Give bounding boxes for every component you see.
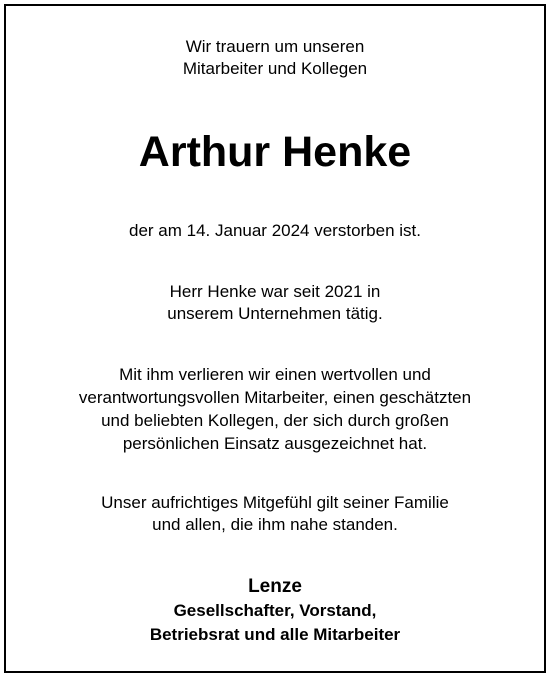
intro-text [6, 36, 544, 80]
tenure-line: unserem Unternehmen tätig. [167, 304, 383, 323]
signature-block [6, 575, 544, 647]
condolence-text [6, 492, 544, 536]
tribute-line: und beliebten Kollegen, der sich durch großen [101, 411, 449, 430]
death-date-line: der am 14. Januar 2024 verstorben ist. [129, 221, 421, 240]
signature-line: Betriebsrat und alle Mitarbeiter [149, 625, 401, 644]
deceased-name: Arthur Henke [138, 128, 412, 176]
intro-line: Wir trauern um unseren [185, 37, 365, 56]
tribute-line: Mit ihm verlieren wir einen wertvollen und [119, 365, 431, 384]
intro-line: Mitarbeiter und Kollegen [182, 59, 368, 78]
tribute-line: persönlichen Einsatz ausgezeichnet hat. [122, 434, 428, 453]
condolence-line: Unser aufrichtiges Mitgefühl gilt seiner Familie [101, 493, 449, 512]
company-name: Lenze [248, 576, 302, 597]
condolence-line: und allen, die ihm nahe standen. [152, 515, 398, 534]
signature-line: Gesellschafter, Vorstand, [173, 601, 377, 620]
tribute-text [6, 363, 544, 455]
tenure-text [6, 281, 544, 325]
tribute-line: verantwortungsvollen Mitarbeiter, einen geschätzten [78, 388, 472, 407]
tenure-line: Herr Henke war seit 2021 in [169, 282, 381, 301]
obituary-border [4, 4, 546, 673]
